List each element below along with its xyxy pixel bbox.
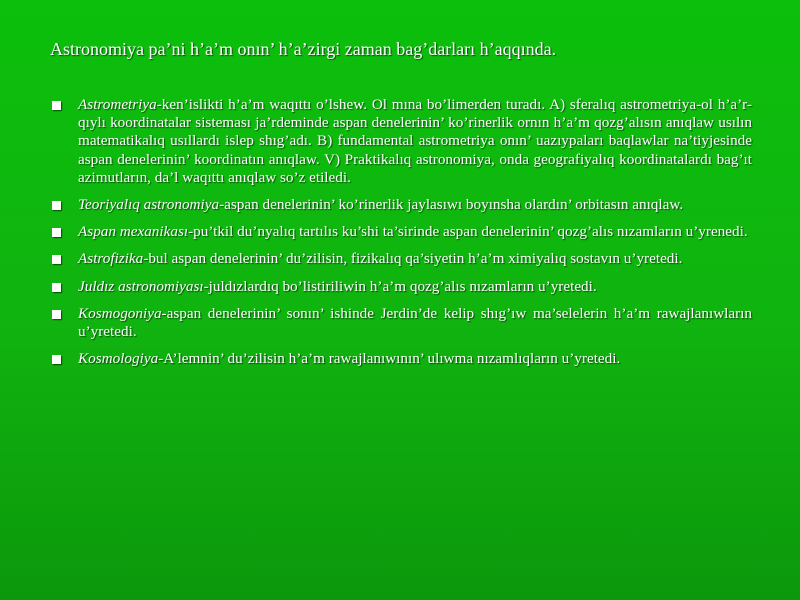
item-term: Aspan mexanikası bbox=[78, 223, 189, 241]
square-bullet-icon bbox=[52, 201, 61, 210]
item-term: Astrofizika bbox=[78, 250, 144, 268]
list-item bbox=[52, 350, 752, 368]
item-text: -bul aspan denelerinin’ du’zilisin, fizikalıq qa’siyetin h’a’m ximiyalıq sostavın u’yretedi. bbox=[143, 250, 683, 268]
item-term: Astrometriya bbox=[78, 96, 157, 113]
square-bullet-icon bbox=[52, 283, 61, 292]
square-bullet-icon bbox=[52, 310, 61, 319]
item-text: -juldızlardıq bo’listiriliwin h’a’m qozg’alıs nızamların u’yretedi. bbox=[203, 277, 597, 295]
item-text: -aspan denelerinin’ ko’rinerlik jaylasıwı boyınsha olardın’ orbitasın anıqlaw. bbox=[219, 196, 684, 214]
list-item bbox=[52, 196, 752, 214]
square-bullet-icon bbox=[52, 355, 61, 364]
square-bullet-icon bbox=[52, 101, 61, 110]
bullet-list bbox=[52, 96, 752, 377]
slide-title: Astronomiya pa’ni h’a’m onın’ h’a’zirgi zaman bag’darları h’aqqında. bbox=[50, 39, 557, 59]
item-term: Juldız astronomiyası bbox=[78, 277, 204, 295]
item-term: Kosmologiya bbox=[78, 350, 159, 368]
list-item bbox=[52, 278, 752, 296]
item-text: -ken’islikti h’a’m waqıttı o’lshew. Ol mına bo’limerden turadı. A) sferalıq astrometriya-ol h’a’r-qıylı koordinatalar sisteması ja’rdeminde aspan denelerinin’ ko’rinerlik ornın h’a’m qozg’alısın anıqlaw usılın matematikalıq usıllardı islep shıg’adı. B) fundamental astrometriya onın’ uazıypaları baqlawlar na’tiyjesinde aspan denelerinin’ koordinatın anıqlaw. V) Praktikalıq astronomiya, onda geografiyalıq koordinatalardı bag’ıt azimutların, da’l waqıttı anıqlaw so’z etiledi. bbox=[78, 96, 752, 186]
list-item bbox=[52, 96, 752, 187]
list-item bbox=[52, 223, 752, 241]
item-text: -A’lemnin’ du’zilisin h’a’m rawajlanıwının’ ulıwma nızamlıqların u’yretedi. bbox=[158, 350, 621, 368]
item-term: Kosmogoniya bbox=[78, 304, 162, 322]
list-item bbox=[52, 305, 752, 341]
list-item bbox=[52, 250, 752, 268]
square-bullet-icon bbox=[52, 255, 61, 264]
square-bullet-icon bbox=[52, 228, 61, 237]
item-term: Teoriyalıq astronomiya bbox=[78, 196, 220, 214]
item-text: -aspan denelerinin’ sonın’ ishinde Jerdin’de kelip shıg’ıw ma’selelerin h’a’m rawajlanıwların u’yretedi. bbox=[78, 304, 752, 341]
item-text: -pu’tkil du’nyalıq tartılıs ku’shi ta’sirinde aspan denelerinin’ qozg’alıs nızamların u’yrenedi. bbox=[188, 223, 748, 241]
